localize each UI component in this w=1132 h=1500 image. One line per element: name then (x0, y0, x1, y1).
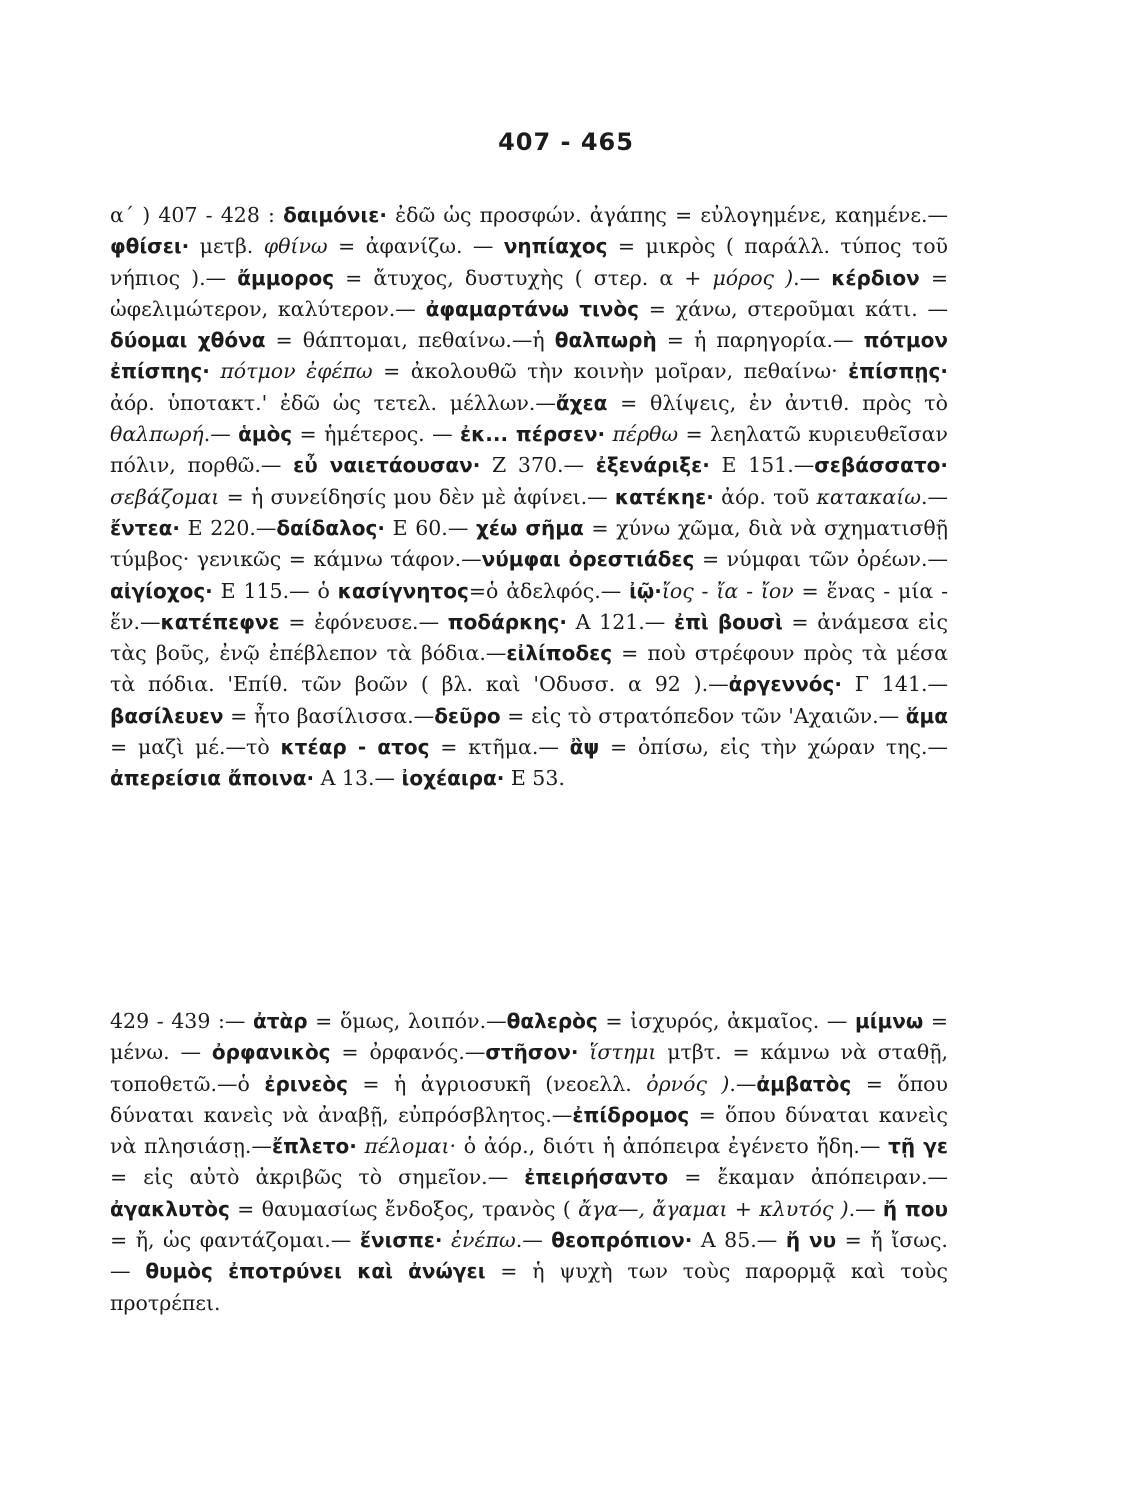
commentary-text: Α 121.— (567, 609, 674, 634)
commentary-text (443, 1228, 452, 1252)
lemma-headword: βασίλευεν (110, 703, 224, 728)
commentary-text: = ἦτο βασίλισσα.— (223, 703, 435, 728)
commentary-text: .— (848, 1196, 883, 1221)
italic-form: ἄγαμαι + κλυτός ) (652, 1196, 849, 1221)
lemma-headword: ἀπερείσια ἄποινα· (110, 766, 315, 791)
italic-form: ἵστημι (589, 1040, 657, 1065)
commentary-text: = ὀπίσω, εἰς τὴν χώραν της.— (599, 735, 948, 760)
lemma-headword: ἐπὶ βουσὶ (673, 609, 783, 634)
commentary-text: ὁ ἀόρ., διότι ἡ ἀπόπειρα ἐγένετο ἤδη.— (456, 1134, 889, 1159)
commentary-text: .— (515, 1228, 552, 1253)
commentary-paragraph-407-428 (110, 200, 948, 795)
commentary-text: = ἡ συνείδησίς μου δὲν μὲ ἀφίνει.— (219, 484, 615, 509)
lemma-headword: χέω σῆμα (475, 515, 584, 540)
page-header-range: 407 - 465 (498, 128, 634, 156)
lemma-headword: ἅμα (905, 703, 948, 728)
commentary-text: = κτῆμα.— (429, 735, 570, 760)
italic-form: σεβάζομαι (110, 484, 220, 509)
lemma-headword: αἰγίοχος· (110, 578, 213, 603)
italic-form: πέλομαι· (364, 1134, 457, 1159)
lemma-headword: δαιμόνιε· (283, 203, 387, 227)
commentary-text: =ὁ ἀδελφός.— (468, 578, 630, 603)
commentary-text: = ἕνας - μία - ἕν.— (110, 578, 948, 634)
commentary-text: Ζ 370.— (480, 453, 596, 478)
commentary-text: .— (203, 422, 239, 447)
commentary-text: = ἀκολουθῶ τὴν κοινὴν μοῖραν, πεθαίνω· (372, 359, 849, 384)
lemma-headword: ἐπίδρομος (572, 1102, 690, 1127)
commentary-text: = μαζὶ μέ.—τὸ (110, 735, 281, 760)
commentary-text: Α 85.— (692, 1228, 786, 1253)
commentary-text: Ε 151.— (709, 453, 815, 478)
commentary-text: = θαυμασίως ἔνδοξος, τρανὸς ( (229, 1196, 579, 1221)
lemma-headword: ἀφαμαρτάνω τινὸς (425, 296, 639, 321)
commentary-text (578, 1040, 589, 1064)
commentary-text: = ἡμέτερος. — (292, 422, 460, 447)
commentary-text: = ὅπου δύναται κανεὶς νὰ ἀναβῇ, εὐπρόσβλητος.— (110, 1071, 948, 1127)
italic-form: μόρος ) (712, 265, 794, 290)
commentary-text: = ἀφανίζω. — (327, 234, 504, 259)
lemma-headword: ἄμμορος (237, 265, 335, 290)
lemma-headword: ἐξενάριξε· (595, 453, 710, 478)
lemma-headword: ἁμὸς (238, 422, 293, 447)
commentary-text: Ε 220.— (180, 515, 277, 540)
commentary-text: = ἡ παρηγορία.— (656, 328, 864, 353)
commentary-text (210, 359, 220, 383)
commentary-text: = ἡ ψυχὴ των τοὺς παρορμᾷ καὶ τοὺς προτρέπει. (110, 1259, 948, 1315)
commentary-text: .— (920, 484, 948, 509)
lemma-headword: σεβάσσατο· (814, 453, 948, 478)
italic-form: ἄγα—, (578, 1196, 646, 1221)
commentary-text (605, 422, 612, 446)
commentary-text: = χύνω χῶμα, διὰ νὰ σχηματισθῇ τύμβος· γενικῶς = κάμνω τάφον.— (110, 515, 948, 572)
lemma-headword: ὀρφανικὸς (211, 1040, 331, 1065)
commentary-text: ἀόρ. ὑποτακτ.' ἐδῶ ὡς τετελ. μέλλων.— (110, 390, 556, 415)
commentary-text: = εἰς αὐτὸ ἀκριβῶς τὸ σημεῖον.— (110, 1165, 525, 1190)
commentary-text: = ἀνάμεσα εἰς τὰς βοῦς, ἐνῷ ἐπέβλεπον τὰ βόδια.— (110, 609, 949, 666)
lemma-headword: ἀργεννός· (728, 672, 842, 697)
commentary-text: = ὅπου δύναται κανεὶς νὰ πλησιάσῃ.— (110, 1102, 949, 1159)
commentary-text: = εἰς τὸ στρατόπεδον τῶν 'Αχαιῶν.— (500, 703, 906, 728)
lemma-headword: εἰλίποδες (506, 641, 613, 666)
lemma-headword: κτέαρ - ατος (280, 735, 430, 760)
lemma-headword: κατέκηε· (614, 484, 714, 509)
italic-form: ὀρνός ) (646, 1071, 730, 1096)
italic-form: θαλπωρή (110, 422, 204, 447)
italic-form: ἐνέπω (451, 1228, 516, 1253)
commentary-text: μτβτ. = κάμνω νὰ σταθῇ, τοποθετῶ.—ὁ (110, 1040, 948, 1096)
lemma-headword: νύμφαι ὀρεστιάδες (481, 547, 695, 572)
commentary-text: = ἄτυχος, δυστυχὴς ( στερ. α + (334, 265, 713, 290)
commentary-text: Α 13.— (314, 766, 402, 791)
lemma-headword: δύομαι χθόνα (110, 328, 266, 353)
commentary-text: = ἤ, ὡς φαντάζομαι.— (110, 1228, 360, 1253)
lemma-headword: θαλπωρὴ (554, 328, 657, 353)
commentary-text: = μένω. — (110, 1009, 948, 1065)
commentary-text: α΄ ) 407 - 428 : (110, 203, 284, 227)
commentary-text: = ποὺ στρέφουν πρὸς τὰ μέσα τὰ πόδια. 'Επίθ. τῶν βοῶν ( βλ. καὶ 'Οδυσσ. α 92 ).— (110, 641, 948, 697)
commentary-text: .— (729, 1071, 757, 1096)
lemma-headword: θεοπρόπιον· (551, 1228, 693, 1253)
commentary-text: = θάπτομαι, πεθαίνω.—ἡ (265, 328, 555, 353)
lemma-headword: νηπίαχος (503, 234, 608, 259)
commentary-text: = ἐφόνευσε.— (279, 609, 448, 634)
lemma-headword: ἄχεα (555, 390, 608, 415)
commentary-text: = ὠφελιμώτερον, καλύτερον.— (110, 265, 948, 321)
lemma-headword: ἐπίσπῃς· (848, 359, 948, 384)
commentary-text: = μικρὸς ( παράλλ. τύπος τοῦ νήπιος ).— (110, 234, 948, 290)
lemma-headword: ἤ που (882, 1196, 948, 1221)
lemma-headword: ἐκ... πέρσεν· (459, 422, 606, 447)
commentary-text: = χάνω, στεροῦμαι κάτι. — (638, 296, 949, 321)
italic-form: πότμον ἐφέπω (220, 359, 373, 384)
lemma-headword: μίμνω (854, 1009, 924, 1033)
commentary-text: = ὀρφανός.— (330, 1040, 486, 1065)
lemma-headword: ἀτὰρ (253, 1009, 308, 1033)
lemma-headword: ἰοχέαιρα· (401, 766, 505, 791)
italic-form: ἴος - ἴα - ἴον (661, 578, 794, 603)
lemma-headword: κέρδιον (831, 265, 920, 290)
commentary-paragraph-429-439 (110, 1006, 948, 1319)
lemma-headword: εὖ ναιετάουσαν· (293, 453, 481, 478)
lemma-headword: στῆσον· (485, 1040, 579, 1065)
lemma-headword: ἐπειρήσαντο (524, 1165, 669, 1190)
lemma-headword: κατέπεφνε (160, 609, 280, 634)
commentary-text: = ἤ ἴσως. — (110, 1228, 948, 1284)
commentary-text: = νύμφαι τῶν ὀρέων.— (694, 547, 948, 572)
commentary-text: = ἡ ἀγριοσυκῆ (νεοελλ. (347, 1071, 647, 1096)
italic-form: κατακαίω (816, 484, 921, 509)
lemma-headword: δεῦρο (434, 703, 501, 728)
lemma-headword: ἔνισπε· (359, 1228, 443, 1253)
lemma-headword: θαλερὸς (506, 1009, 598, 1033)
commentary-text (357, 1134, 365, 1158)
italic-form: πέρθω (612, 422, 679, 447)
lemma-headword: κασίγνητος (337, 578, 469, 603)
commentary-text: = θλίψεις, ἐν ἀντιθ. πρὸς τὸ (607, 390, 948, 415)
commentary-text: ἐδῶ ὡς προσφών. ἀγάπης = εὐλογημένε, καημένε.— (386, 203, 949, 227)
lemma-headword: ἐρινεὸς (264, 1071, 348, 1096)
commentary-text: .— (793, 265, 832, 290)
commentary-text: Ε 115.— ὁ (212, 578, 338, 603)
commentary-text: = ἔκαμαν ἀπόπειραν.— (668, 1165, 948, 1190)
lemma-headword: ἀγακλυτὸς (110, 1196, 230, 1221)
lemma-headword: φθίσει· (110, 234, 190, 259)
commentary-text: = λεηλατῶ κυριευθεῖσαν πόλιν, πορθῶ.— (110, 422, 948, 478)
lemma-headword: ἔντεα· (110, 515, 180, 540)
commentary-text: Ε 60.— (384, 515, 476, 540)
commentary-text: Ε 53. (504, 766, 565, 791)
commentary-text: ἀόρ. τοῦ (713, 484, 817, 509)
commentary-text: = ὅμως, λοιπόν.— (307, 1009, 507, 1033)
commentary-text: = ἰσχυρός, ἀκμαῖος. — (597, 1009, 855, 1033)
lemma-headword: θυμὸς ἐποτρύνει καὶ ἀνώγει (145, 1259, 486, 1284)
lemma-headword: ἀμβατὸς (756, 1071, 852, 1096)
lemma-headword: δαίδαλος· (276, 515, 385, 540)
lemma-headword: τῇ γε (888, 1134, 948, 1159)
commentary-text: Γ 141.— (841, 672, 948, 697)
commentary-text: 429 - 439 :— (110, 1009, 253, 1033)
lemma-headword: πότμον ἐπίσπης· (110, 328, 948, 384)
commentary-text: μετβ. (189, 234, 264, 259)
lemma-headword: ποδάρκης· (447, 609, 568, 634)
italic-form: φθίνω (263, 234, 328, 259)
lemma-headword: ἤ νυ (785, 1228, 837, 1253)
lemma-headword: ἰῷ· (629, 578, 662, 603)
lemma-headword: ἔπλετο· (271, 1134, 357, 1159)
lemma-headword: ἂψ (569, 735, 600, 760)
